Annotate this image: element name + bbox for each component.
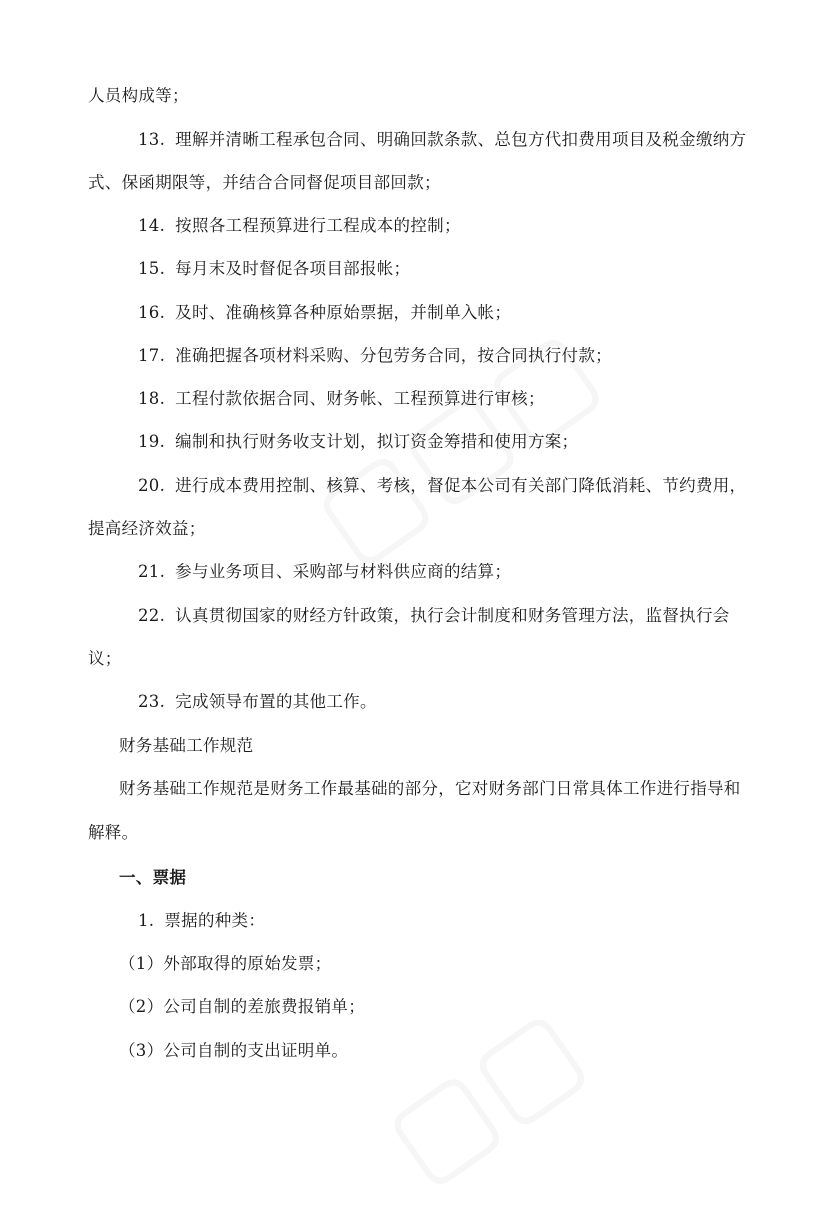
line-text: （3）公司自制的支出证明单。 (119, 1041, 349, 1060)
item-text: 完成领导布置的其他工作。 (175, 692, 377, 711)
line-text: 一、票据 (119, 868, 187, 887)
item-text: 进行成本费用控制、核算、考核，督促本公司有关部门降低消耗、节约费用， (175, 476, 747, 495)
paragraph-line (0, 778, 830, 800)
item-text: 编制和执行财务收支计划，拟订资金筹措和使用方案； (175, 432, 579, 451)
list-item (0, 258, 830, 280)
item-number: 18. (138, 389, 166, 408)
list-item (0, 605, 830, 627)
line-text: 人员构成等； (88, 86, 189, 105)
item-text: 认真贯彻国家的财经方针政策，执行会计制度和财务管理方法，监督执行会 (175, 606, 730, 625)
list-item (0, 953, 830, 975)
list-item (0, 302, 830, 324)
item-text: 参与业务项目、采购部与材料供应商的结算； (175, 562, 512, 581)
item-text: 准确把握各项材料采购、分包劳务合同，按合同执行付款； (175, 346, 612, 365)
item-number: 14. (138, 216, 166, 235)
section-heading (0, 735, 830, 757)
section-heading (0, 867, 830, 889)
item-number: 23. (138, 692, 166, 711)
paragraph-line (0, 85, 830, 107)
item-number: 19. (138, 432, 166, 451)
list-item (0, 1040, 830, 1062)
line-text: 式、保函期限等，并结合合同督促项目部回款； (88, 173, 441, 192)
item-number: 1. (138, 911, 155, 930)
paragraph-line (0, 822, 830, 844)
list-item (0, 345, 830, 367)
list-item (0, 691, 830, 713)
list-item (0, 431, 830, 453)
line-text: 议； (88, 649, 122, 668)
line-text: （1）外部取得的原始发票； (119, 954, 332, 973)
list-item (0, 561, 830, 583)
item-text: 工程付款依据合同、财务帐、工程预算进行审核； (175, 389, 545, 408)
item-number: 16. (138, 303, 166, 322)
paragraph-line (0, 518, 830, 540)
item-number: 22. (138, 606, 166, 625)
line-text: 财务基础工作规范是财务工作最基础的部分，它对财务部门日常具体工作进行指导和 (119, 779, 741, 798)
line-text: 解释。 (88, 823, 139, 842)
item-number: 21. (138, 562, 166, 581)
paragraph-line (0, 648, 830, 670)
list-item (0, 388, 830, 410)
item-number: 13. (138, 130, 166, 149)
list-item (0, 129, 830, 151)
item-text: 按照各工程预算进行工程成本的控制； (175, 216, 461, 235)
item-number: 20. (138, 476, 166, 495)
list-item (0, 215, 830, 237)
line-text: 财务基础工作规范 (119, 736, 254, 755)
item-text: 票据的种类： (164, 911, 266, 930)
line-text: （2）公司自制的差旅费报销单； (119, 997, 365, 1016)
item-text: 理解并清晰工程承包合同、明确回款条款、总包方代扣费用项目及税金缴纳方 (175, 130, 747, 149)
item-text: 每月末及时督促各项目部报帐； (175, 259, 411, 278)
line-text: 提高经济效益； (88, 519, 206, 538)
item-number: 15. (138, 259, 166, 278)
list-item (0, 996, 830, 1018)
paragraph-line (0, 172, 830, 194)
list-item (0, 475, 830, 497)
list-item (0, 910, 830, 932)
item-number: 17. (138, 346, 166, 365)
item-text: 及时、准确核算各种原始票据，并制单入帐； (175, 303, 512, 322)
